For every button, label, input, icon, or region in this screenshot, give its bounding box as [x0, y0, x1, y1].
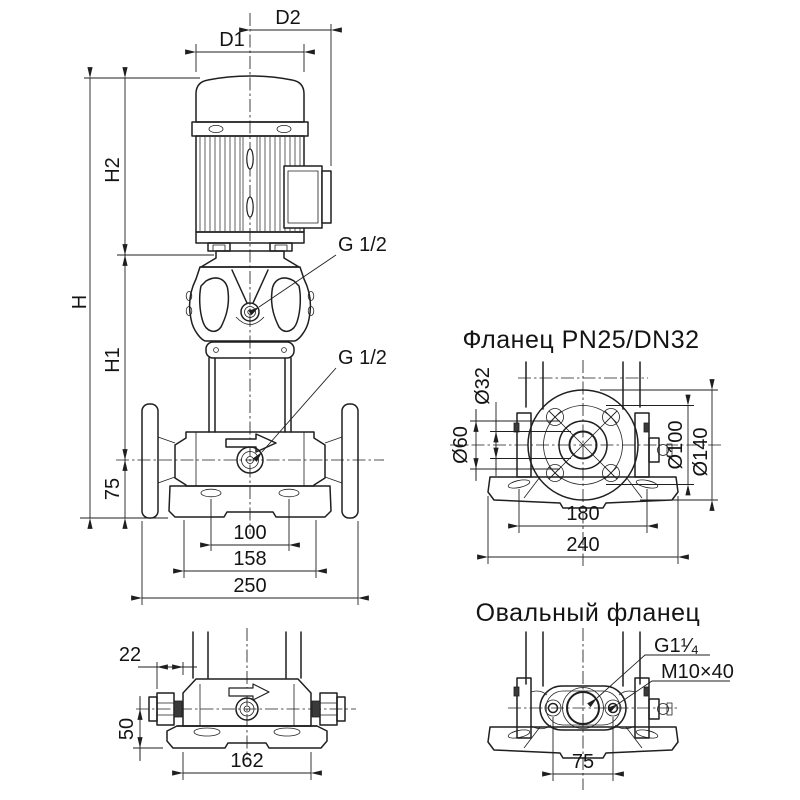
dim-label-d2: D2	[275, 7, 301, 29]
flange-gasket-left	[514, 423, 519, 432]
lantern-window-right	[272, 278, 301, 331]
band-hole-right	[277, 125, 291, 132]
dim-label-162: 162	[230, 750, 264, 772]
leader-label-thread: G1¹⁄₄	[654, 635, 699, 657]
leader-line-vent	[259, 255, 336, 307]
junction-box-cover	[322, 171, 331, 223]
lifting-slot-upper	[247, 149, 253, 169]
dim-label-h1: H1	[102, 347, 124, 373]
motor-foot-right	[270, 243, 292, 251]
side-base-slot-right	[274, 728, 300, 736]
bottom-side-view	[116, 628, 356, 780]
oval-gasket-left	[514, 687, 519, 696]
flange-pn25-view	[450, 326, 722, 566]
dim-label-oval-75: 75	[571, 751, 595, 773]
motor-foot-left-pad	[213, 245, 225, 251]
suction-flange-left	[142, 404, 158, 518]
view-title-flange: Фланец PN25/DN32	[462, 326, 700, 354]
main-front-view	[69, 7, 387, 605]
dim-label-180: 180	[566, 503, 600, 525]
lantern-window-left	[200, 278, 229, 331]
motor-foot-right-pad	[275, 245, 287, 251]
junction-box	[284, 166, 322, 228]
view-title-oval: Овальный фланец	[475, 599, 701, 627]
dim-label-d32: Ø32	[472, 367, 494, 405]
base-slot-left	[201, 489, 221, 497]
seal-plate-screw-left	[214, 348, 219, 353]
leader-label-bolt: M10×40	[661, 661, 734, 683]
oval-gasket-right	[644, 687, 649, 696]
leader-label-vent: G 1/2	[338, 234, 387, 256]
dim-label-240: 240	[566, 534, 600, 556]
dim-label-50: 50	[116, 717, 138, 741]
discharge-flange-right	[342, 404, 358, 518]
dim-label-d140: Ø140	[690, 427, 712, 477]
flange-base-slot-left	[508, 478, 531, 489]
leader-line-drain	[262, 368, 336, 452]
dim-label-d1: D1	[219, 29, 245, 51]
dim-label-h2: H2	[102, 157, 124, 183]
base-slot-right	[279, 489, 299, 497]
oval-flange-view	[476, 599, 734, 790]
dim-label-h: H	[69, 294, 91, 310]
flange-gasket-right	[644, 423, 649, 432]
lifting-slot-lower	[247, 197, 253, 217]
dim-label-158: 158	[233, 548, 267, 570]
dim-label-22: 22	[118, 644, 142, 666]
flange-base-slot-right	[636, 478, 659, 489]
dim-label-100: 100	[233, 522, 267, 544]
oval-side-fitting-tip	[667, 703, 672, 715]
dim-label-d60: Ø60	[450, 426, 472, 464]
dim-label-250: 250	[233, 575, 267, 597]
dim-label-75: 75	[102, 477, 124, 501]
motor-foot-left	[208, 243, 230, 251]
band-hole-left	[209, 125, 223, 132]
flow-arrow-icon	[226, 434, 276, 452]
leader-label-drain: G 1/2	[338, 347, 387, 369]
dim-label-d100: Ø100	[665, 420, 687, 470]
side-base-slot-left	[194, 728, 220, 736]
seal-plate-screw-right	[282, 348, 287, 353]
